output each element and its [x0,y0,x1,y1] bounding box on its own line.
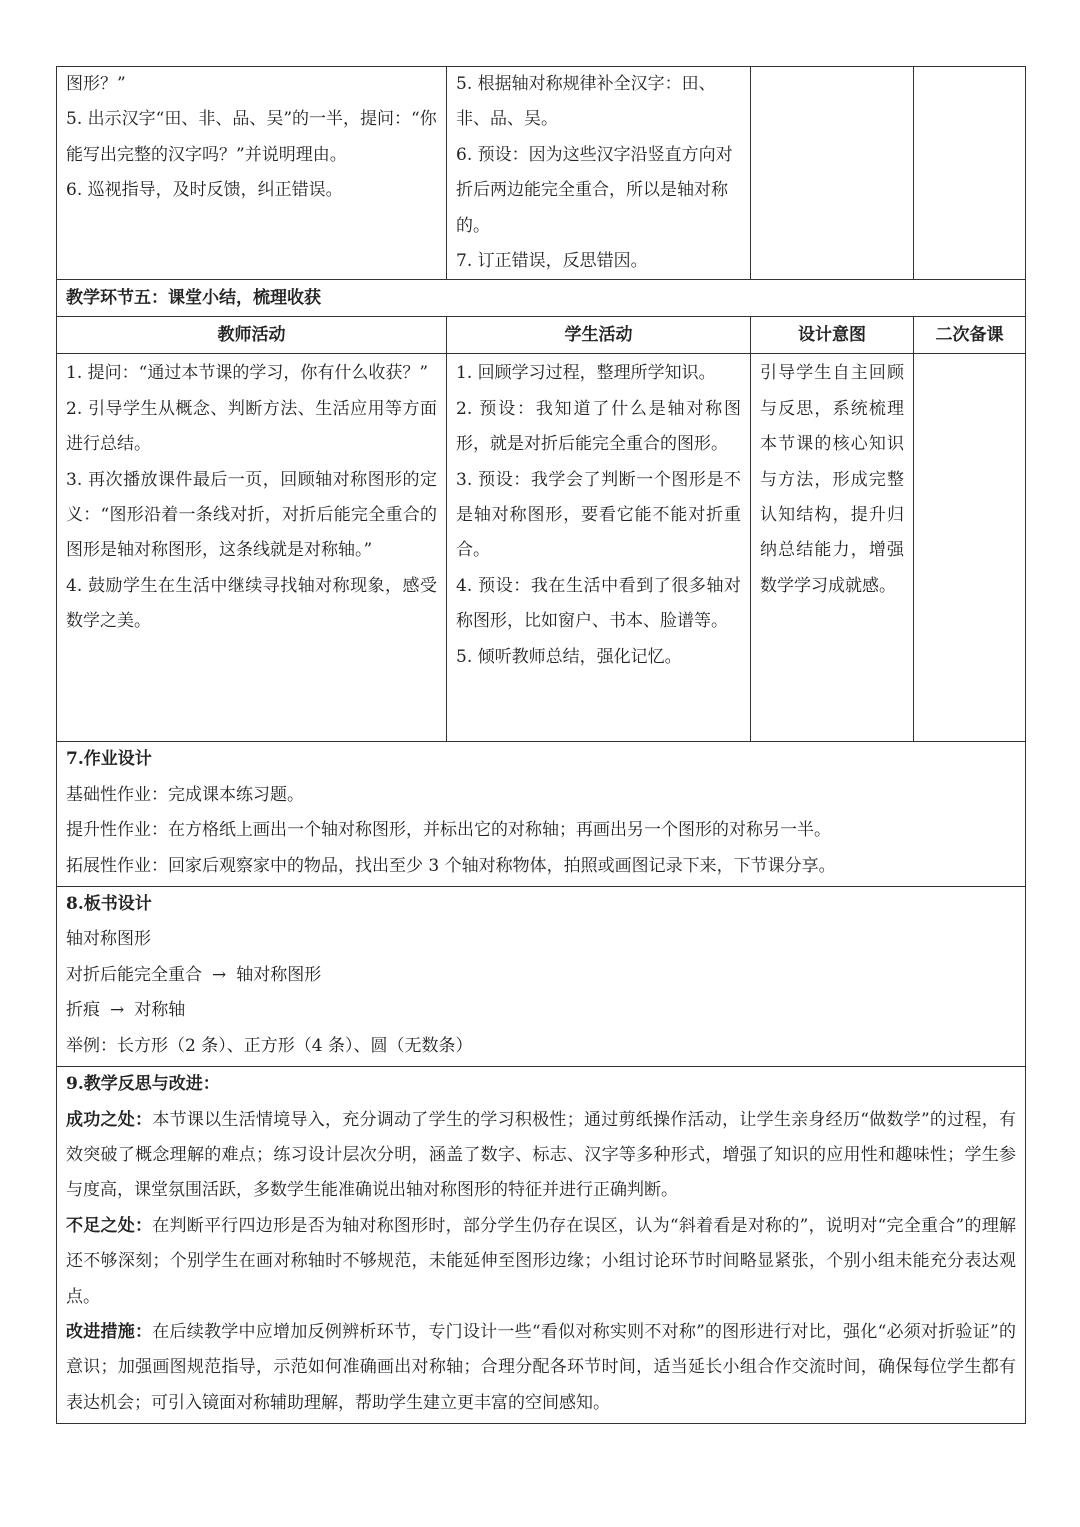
board-term: 折痕 [66,1000,100,1021]
homework-cell [57,742,1026,887]
design-intent-cell [751,354,914,742]
arrow-icon: → [212,964,227,985]
header-teacher: 教师活动 [57,317,447,354]
student-line: 6. 预设：因为这些汉字沿竖直方向对折后两边能完全重合，所以是轴对称的。 [456,144,733,236]
board-line [66,958,1016,993]
teacher-line: 4. 鼓励学生在生活中继续寻找轴对称现象，感受数学之美。 [66,575,437,632]
board-term: 对称轴 [134,1000,186,1021]
header-intent: 设计意图 [751,317,914,354]
design-intent-cell [751,67,914,280]
reflection-paragraph [66,1103,1016,1209]
arrow-icon: → [110,1000,125,1021]
reflection-text: 在后续教学中应增加反例辨析环节，专门设计一些“看似对称实则不对称”的图形进行对比，强化“必须对折验证”的意识；加强画图规范指导，示范如何准确画出对称轴；合理分配各环节时间，适当延长小组合作交流时间，确保每位学生都有表达机会；可引入镜面对称辅助理解，帮助学生建立更丰富的空间感知。 [66,1321,1017,1413]
reflection-paragraph [66,1315,1016,1421]
homework-line: 基础性作业：完成课本练习题。 [66,784,304,805]
homework-title: 7.作业设计 [66,749,152,770]
teacher-line: 1. 提问：“通过本节课的学习，你有什么收获？” [66,363,429,384]
reflection-paragraph [66,1209,1016,1315]
second-prep-cell [914,67,1026,280]
board-row [57,887,1026,1067]
lesson-plan-page [56,66,1025,1424]
teacher-line: 6. 巡视指导，及时反馈，纠正错误。 [66,180,343,201]
teacher-line: 3. 再次播放课件最后一页，回顾轴对称图形的定义：“图形沿着一条线对折，对折后能完全重合的图形是轴对称图形，这条线就是对称轴。” [66,469,437,561]
reflection-lead: 成功之处： [66,1109,153,1130]
teacher-activity-cell [57,354,447,742]
reflection-text: 在判断平行四边形是否为轴对称图形时，部分学生仍存在误区，认为“斜着看是对称的”，说明对“完全重合”的理解还不够深刻；个别学生在画对称轴时不够规范，未能延伸至图形边缘；小组讨论环节时间略显紧张，个别小组未能充分表达观点。 [66,1215,1017,1307]
student-line: 3. 预设：我学会了判断一个图形是不是轴对称图形，要看它能不能对折重合。 [456,469,741,561]
reflection-lead: 改进措施： [66,1321,153,1342]
teacher-line: 2. 引导学生从概念、判断方法、生活应用等方面进行总结。 [66,398,437,455]
board-heading: 轴对称图形 [66,929,151,950]
student-line: 1. 回顾学习过程，整理所学知识。 [456,363,716,384]
reflection-row [57,1067,1026,1424]
teacher-line: 5. 出示汉字“田、非、品、吴”的一半，提问：“你能写出完整的汉字吗？”并说明理由。 [66,109,437,165]
homework-line: 拓展性作业：回家后观察家中的物品，找出至少 3 个轴对称物体，拍照或画图记录下来，下节课分享。 [66,855,836,876]
header-row [57,317,1026,354]
header-student: 学生活动 [447,317,751,354]
student-line: 7. 订正错误，反思错因。 [456,251,648,272]
student-line: 5. 根据轴对称规律补全汉字：田、非、品、吴。 [456,74,716,130]
board-term: 轴对称图形 [236,964,322,985]
lesson-plan-table [56,66,1026,1424]
student-line: 4. 预设：我在生活中看到了很多轴对称图形，比如窗户、书本、脸谱等。 [456,575,741,632]
homework-line: 提升性作业：在方格纸上画出一个轴对称图形，并标出它的对称轴；再画出另一个图形的对称另一半。 [66,820,831,841]
reflection-title: 9.教学反思与改进： [66,1074,220,1095]
reflection-lead: 不足之处： [66,1215,153,1236]
continuation-row [57,67,1026,280]
teacher-activity-cell [57,67,447,280]
board-example: 举例：长方形（2 条）、正方形（4 条）、圆（无数条） [66,1035,473,1056]
design-intent-text: 引导学生自主回顾与反思，系统梳理本节课的核心知识与方法，形成完整认知结构，提升归纳总结能力，增强数学学习成就感。 [760,363,904,596]
student-line: 5. 倾听教师总结，强化记忆。 [456,646,682,667]
second-prep-cell [914,354,1026,742]
reflection-cell [57,1067,1026,1424]
section5-content-row [57,354,1026,742]
board-title: 8.板书设计 [66,894,152,915]
section-row [57,280,1026,317]
section-title: 教学环节五：课堂小结，梳理收获 [57,280,1026,317]
board-line [66,993,1016,1028]
student-activity-cell [447,67,751,280]
header-second-prep: 二次备课 [914,317,1026,354]
board-term: 对折后能完全重合 [66,964,202,985]
student-line: 2. 预设：我知道了什么是轴对称图形，就是对折后能完全重合的图形。 [456,398,741,455]
reflection-text: 本节课以生活情境导入，充分调动了学生的学习积极性；通过剪纸操作活动，让学生亲身经历“做数学”的过程，有效突破了概念理解的难点；练习设计层次分明，涵盖了数字、标志、汉字等多种形式，增强了知识的应用性和趣味性；学生参与度高，课堂氛围活跃，多数学生能准确说出轴对称图形的特征并进行正确判断。 [66,1109,1016,1201]
student-activity-cell [447,354,751,742]
board-cell [57,887,1026,1067]
teacher-line: 图形？” [66,74,126,94]
homework-row [57,742,1026,887]
